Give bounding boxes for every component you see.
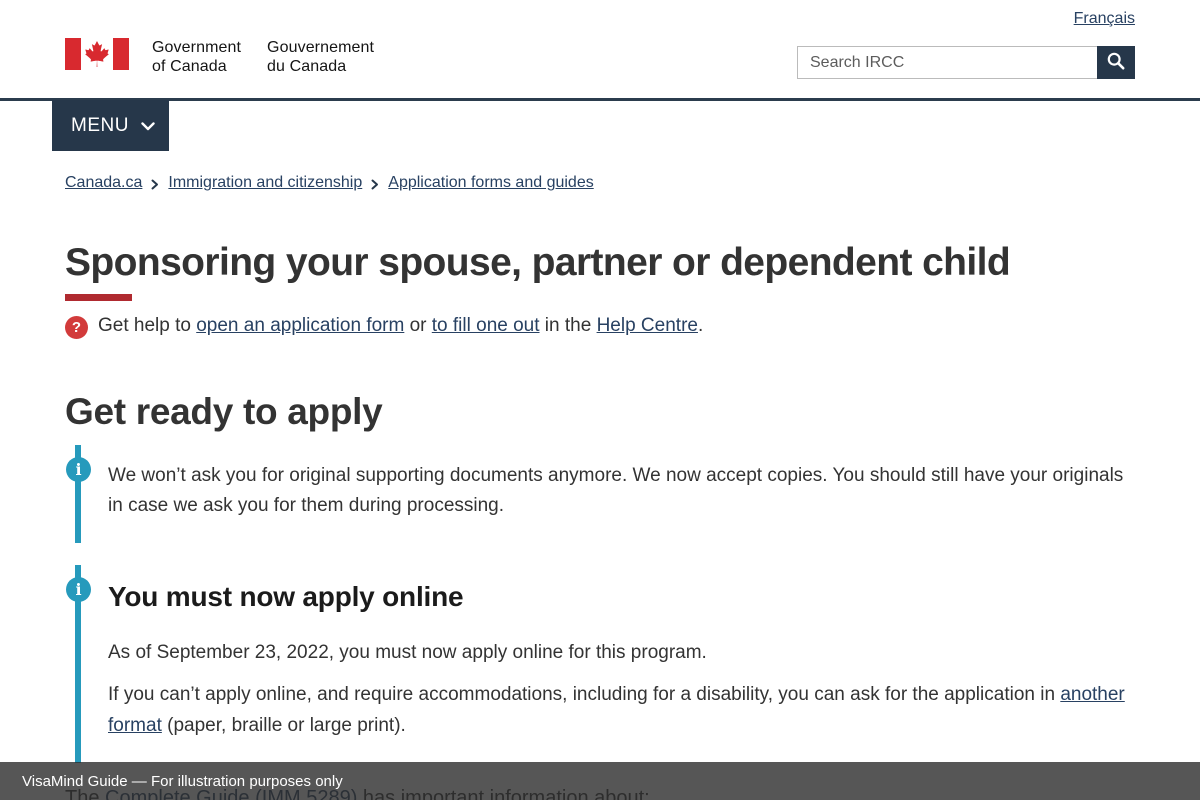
- language-toggle-link[interactable]: Français: [1073, 10, 1135, 27]
- watermark-overlay: [0, 762, 1200, 800]
- search-input[interactable]: [797, 46, 1097, 79]
- wordmark-english: Government of Canada: [152, 39, 242, 75]
- site-search: [797, 46, 1135, 79]
- breadcrumb-chevron-icon: [371, 179, 379, 190]
- breadcrumb-link-canada-ca[interactable]: Canada.ca: [65, 174, 143, 191]
- site-header: [0, 0, 1200, 98]
- apply-online-heading: You must now apply online: [108, 580, 464, 612]
- apply-online-paragraph-2: [108, 679, 1135, 741]
- question-mark-icon: ?: [65, 316, 88, 339]
- help-text: [98, 315, 703, 337]
- help-text-suffix: .: [697, 314, 704, 336]
- info-note-text: We won’t ask you for original supporting documents anymore. We now accept copies. You should still have your originals in case we ask you for them during processing.: [108, 464, 1124, 516]
- help-centre-link[interactable]: Help Centre: [596, 314, 698, 336]
- apply-online-p2-prefix: If you can’t apply online, and require accommodations, including for a disability, you can ask for the application in: [108, 683, 1061, 705]
- info-note-documents: [75, 445, 1135, 543]
- info-icon: i: [66, 457, 91, 482]
- breadcrumb-chevron-icon: [151, 179, 159, 190]
- help-callout: [65, 315, 1135, 339]
- chevron-down-icon: [141, 115, 155, 137]
- header-divider: [0, 98, 1200, 101]
- wordmark-french: Gouvernement du Canada: [267, 39, 375, 75]
- help-text-mid1: or: [404, 314, 432, 336]
- government-of-canada-signature[interactable]: [65, 38, 374, 76]
- canada-flag-icon: [65, 38, 129, 70]
- open-application-form-link[interactable]: open an application form: [196, 314, 405, 336]
- search-button[interactable]: [1097, 46, 1135, 79]
- page-title: Sponsoring your spouse, partner or dependent child: [65, 241, 1011, 284]
- info-note-apply-online: [75, 565, 1135, 763]
- watermark-text: VisaMind Guide — For illustration purposes only: [22, 772, 343, 790]
- help-text-prefix: Get help to: [98, 314, 197, 336]
- help-text-mid2: in the: [539, 314, 597, 336]
- menu-button-label: MENU: [71, 114, 129, 136]
- info-icon: i: [66, 577, 91, 602]
- title-red-rule: [65, 294, 132, 301]
- apply-online-p2-suffix: (paper, braille or large print).: [161, 714, 406, 736]
- breadcrumb: [65, 174, 1200, 192]
- breadcrumb-link-application-forms[interactable]: Application forms and guides: [388, 174, 594, 191]
- another-format-link[interactable]: another format: [108, 683, 1125, 736]
- main-content: [65, 242, 1135, 800]
- breadcrumb-link-immigration[interactable]: Immigration and citizenship: [168, 174, 363, 191]
- menu-button[interactable]: [52, 100, 169, 151]
- apply-online-paragraph-1: As of September 23, 2022, you must now apply online for this program.: [108, 641, 707, 663]
- section-heading-get-ready: Get ready to apply: [65, 390, 383, 432]
- search-icon: [1106, 51, 1126, 74]
- fill-one-out-link[interactable]: to fill one out: [431, 314, 540, 336]
